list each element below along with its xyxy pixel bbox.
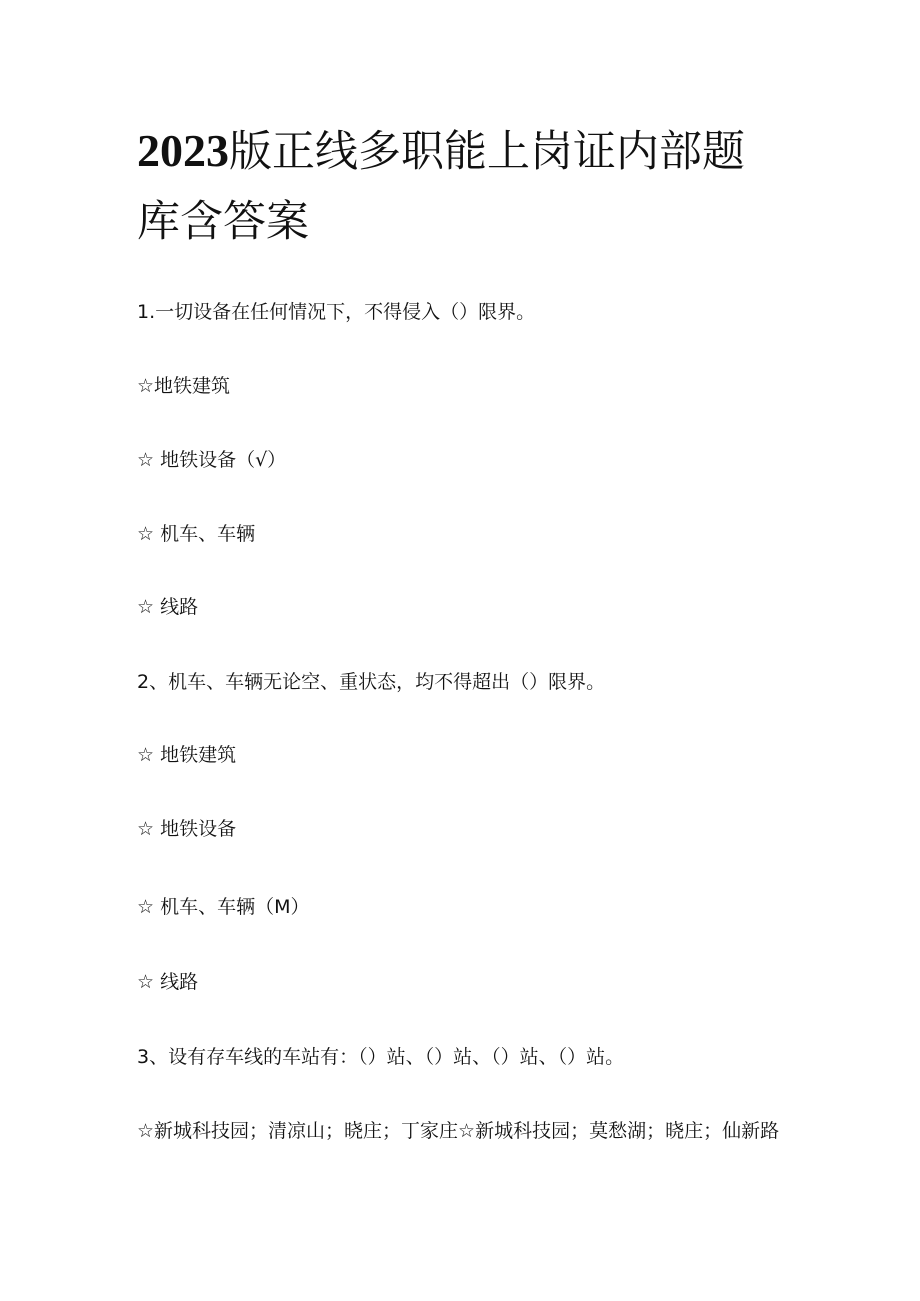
- title-year: 2023: [137, 125, 229, 176]
- question-2: 2、机车、车辆无论空、重状态，均不得超出（）限界。: [137, 671, 606, 693]
- document-title-line-1: [137, 127, 787, 176]
- question-2-option-c: ☆ 机车、车辆（M）: [137, 896, 310, 918]
- question-1-option-c: ☆ 机车、车辆: [137, 523, 256, 545]
- question-2-option-b: ☆ 地铁设备: [137, 818, 237, 840]
- question-3-options: ☆新城科技园；清凉山；晓庄；丁家庄☆新城科技园；莫愁湖；晓庄；仙新路: [137, 1120, 780, 1142]
- question-2-option-a: ☆ 地铁建筑: [137, 744, 237, 766]
- question-3: 3、设有存车线的车站有：（）站、（）站、（）站、（）站。: [137, 1046, 625, 1068]
- title-text: 版正线多职能上岗证内部题: [229, 127, 745, 177]
- document-title-line-2: 库含答案: [137, 197, 309, 247]
- question-2-option-d: ☆ 线路: [137, 971, 199, 993]
- question-1-option-a: ☆地铁建筑: [137, 375, 231, 397]
- question-1-option-b: ☆ 地铁设备（√）: [137, 449, 287, 471]
- question-1-option-d: ☆ 线路: [137, 596, 199, 618]
- question-1: 1.一切设备在任何情况下，不得侵入（）限界。: [137, 301, 536, 323]
